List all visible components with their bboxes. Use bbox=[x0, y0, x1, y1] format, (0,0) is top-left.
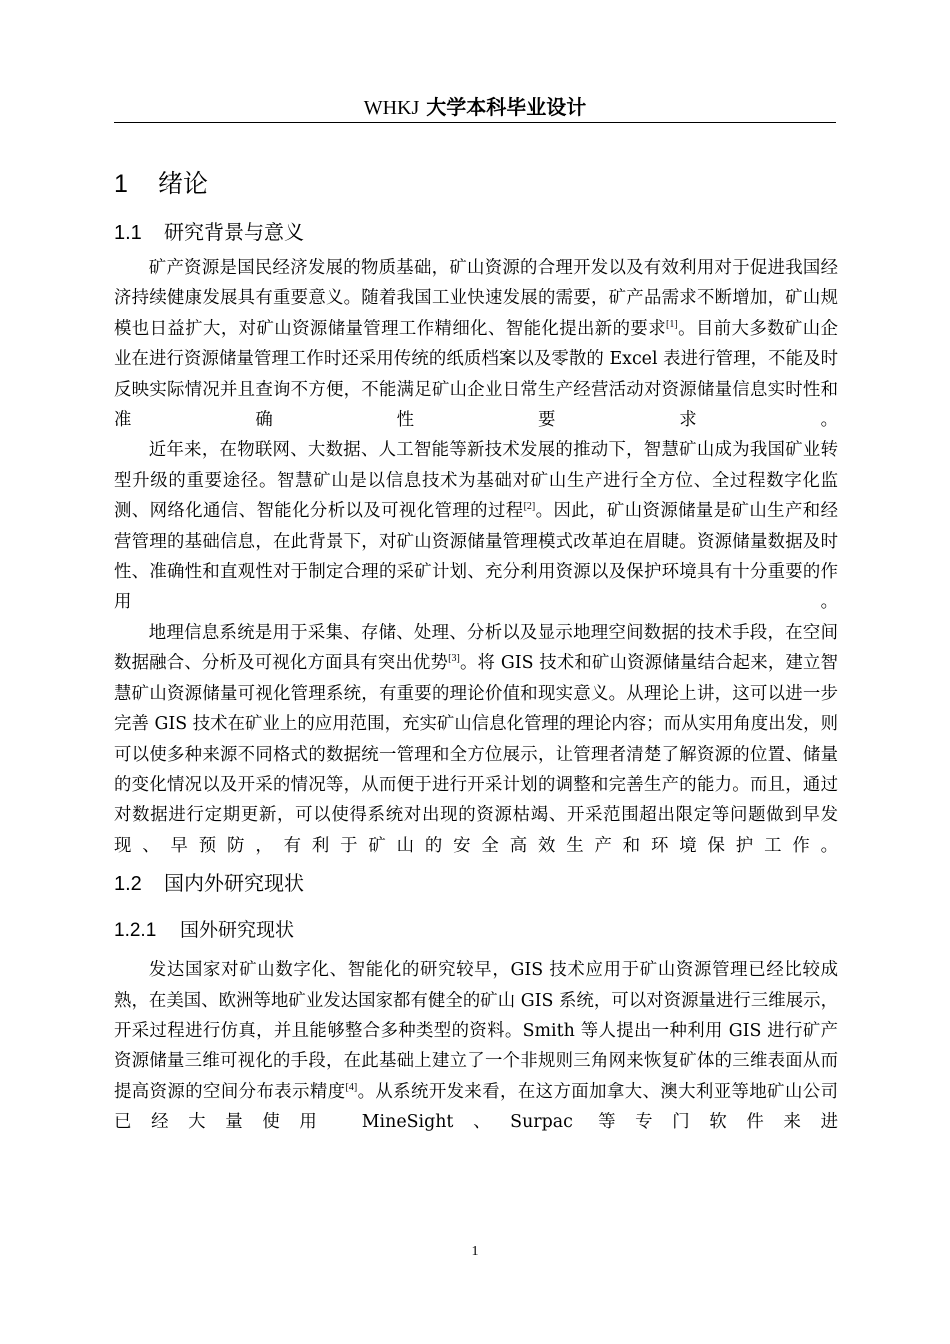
subsection-heading-1-2-1 bbox=[114, 910, 838, 951]
chapter-number: 1 bbox=[114, 170, 128, 198]
citation-ref: [1] bbox=[666, 319, 678, 331]
header-latin: WHKJ bbox=[363, 97, 420, 119]
citation-ref: [2] bbox=[523, 501, 536, 513]
header-title: 大学本科毕业设计 bbox=[419, 95, 587, 119]
citation-ref: [3] bbox=[448, 653, 460, 665]
header-rule bbox=[114, 122, 836, 123]
section-title: 国内外研究现状 bbox=[164, 871, 304, 896]
section-heading-1-1 bbox=[114, 212, 838, 253]
paragraph-3 bbox=[114, 618, 838, 861]
paragraph-2 bbox=[114, 435, 838, 617]
paragraph-text: 地理信息系统是用于采集、存储、处理、分析以及显示地理空间数据的技术手段，在空间数据融合、分析及可视化方面具有突出优势 bbox=[114, 622, 838, 674]
paragraph-text: 。从系统开发来看，在这方面加拿大、澳大利亚等地矿山公司已经大量使用 MineSight、Surpac 等专门软件来进 bbox=[114, 1081, 838, 1133]
paragraph-text: 近年来，在物联网、大数据、人工智能等新技术发展的推动下，智慧矿山成为我国矿业转型升级的重要途径。智慧矿山是以信息技术为基础对矿山生产进行全方位、全过程数字化监测、网络化通信、智能化分析以及可视化管理的过程 bbox=[114, 440, 838, 522]
subsection-title: 国外研究现状 bbox=[180, 919, 295, 942]
main-content bbox=[114, 160, 838, 1138]
paragraph-text: 发达国家对矿山数字化、智能化的研究较早，GIS 技术应用于矿山资源管理已经比较成熟，在美国、欧洲等地矿业发达国家都有健全的矿山 GIS 系统，可以对资源量进行三维展示，开采过程进行仿真，并且能够整合多种类型的资料。Smith 等人提出一种利用 GIS 进行矿产资源储量三维可视化的手段，在此基础上建立了一个非规则三角网来恢复矿体的三维表面从而提高资源的空间分布表示精度 bbox=[114, 960, 838, 1102]
paragraph-text: 。将 GIS 技术和矿山资源储量结合起来，建立智慧矿山资源储量可视化管理系统，有重要的理论价值和现实意义。从理论上讲，这可以进一步完善 GIS 技术在矿业上的应用范围，充实矿山信息化管理的理论内容；而从实用角度出发，则可以使多种来源不同格式的数据统一管理和全方位展示，让管理者清楚了解资源的位置、储量的变化情况以及开采的情况等，从而便于进行开采计划的调整和完善生产的能力。而且，通过对数据进行定期更新，可以使得系统对出现的资源枯竭、开采范围超出限定等问题做到早发现、早预防，有利于矿山的安全高效生产和环境保护工作。 bbox=[114, 653, 838, 856]
section-number: 1.2 bbox=[114, 873, 142, 896]
paragraph-text: 。目前大多数矿山企业在进行资源储量管理工作时还采用传统的纸质档案以及零散的 Excel 表进行管理，不能及时反映实际情况并且查询不方便，不能满足矿山企业日常生产经营活动对资源储量信息实时性和准确性要求。 bbox=[114, 318, 838, 431]
section-heading-1-2 bbox=[114, 863, 838, 904]
page-number: 1 bbox=[471, 1244, 479, 1259]
subsection-number: 1.2.1 bbox=[114, 920, 157, 942]
page-header bbox=[114, 94, 836, 121]
paragraph-text: 。因此，矿山资源储量是矿山生产和经营管理的基础信息，在此背景下，对矿山资源储量管理模式改革迫在眉睫。资源储量数据及时性、准确性和直观性对于制定合理的采矿计划、充分利用资源以及保护环境具有十分重要的作用。 bbox=[114, 501, 838, 613]
citation-ref: [4] bbox=[345, 1081, 358, 1093]
section-number: 1.1 bbox=[114, 222, 142, 244]
paragraph-4 bbox=[114, 955, 838, 1137]
paragraph-1 bbox=[114, 253, 838, 435]
paragraph-text: 矿产资源是国民经济发展的物质基础，矿山资源的合理开发以及有效利用对于促进我国经济持续健康发展具有重要意义。随着我国工业快速发展的需要，矿产品需求不断增加，矿山规模也日益扩大，对矿山资源储量管理工作精细化、智能化提出新的要求 bbox=[114, 258, 838, 339]
section-title: 研究背景与意义 bbox=[164, 220, 304, 244]
chapter-heading bbox=[114, 160, 838, 208]
chapter-title: 绪论 bbox=[158, 169, 209, 198]
